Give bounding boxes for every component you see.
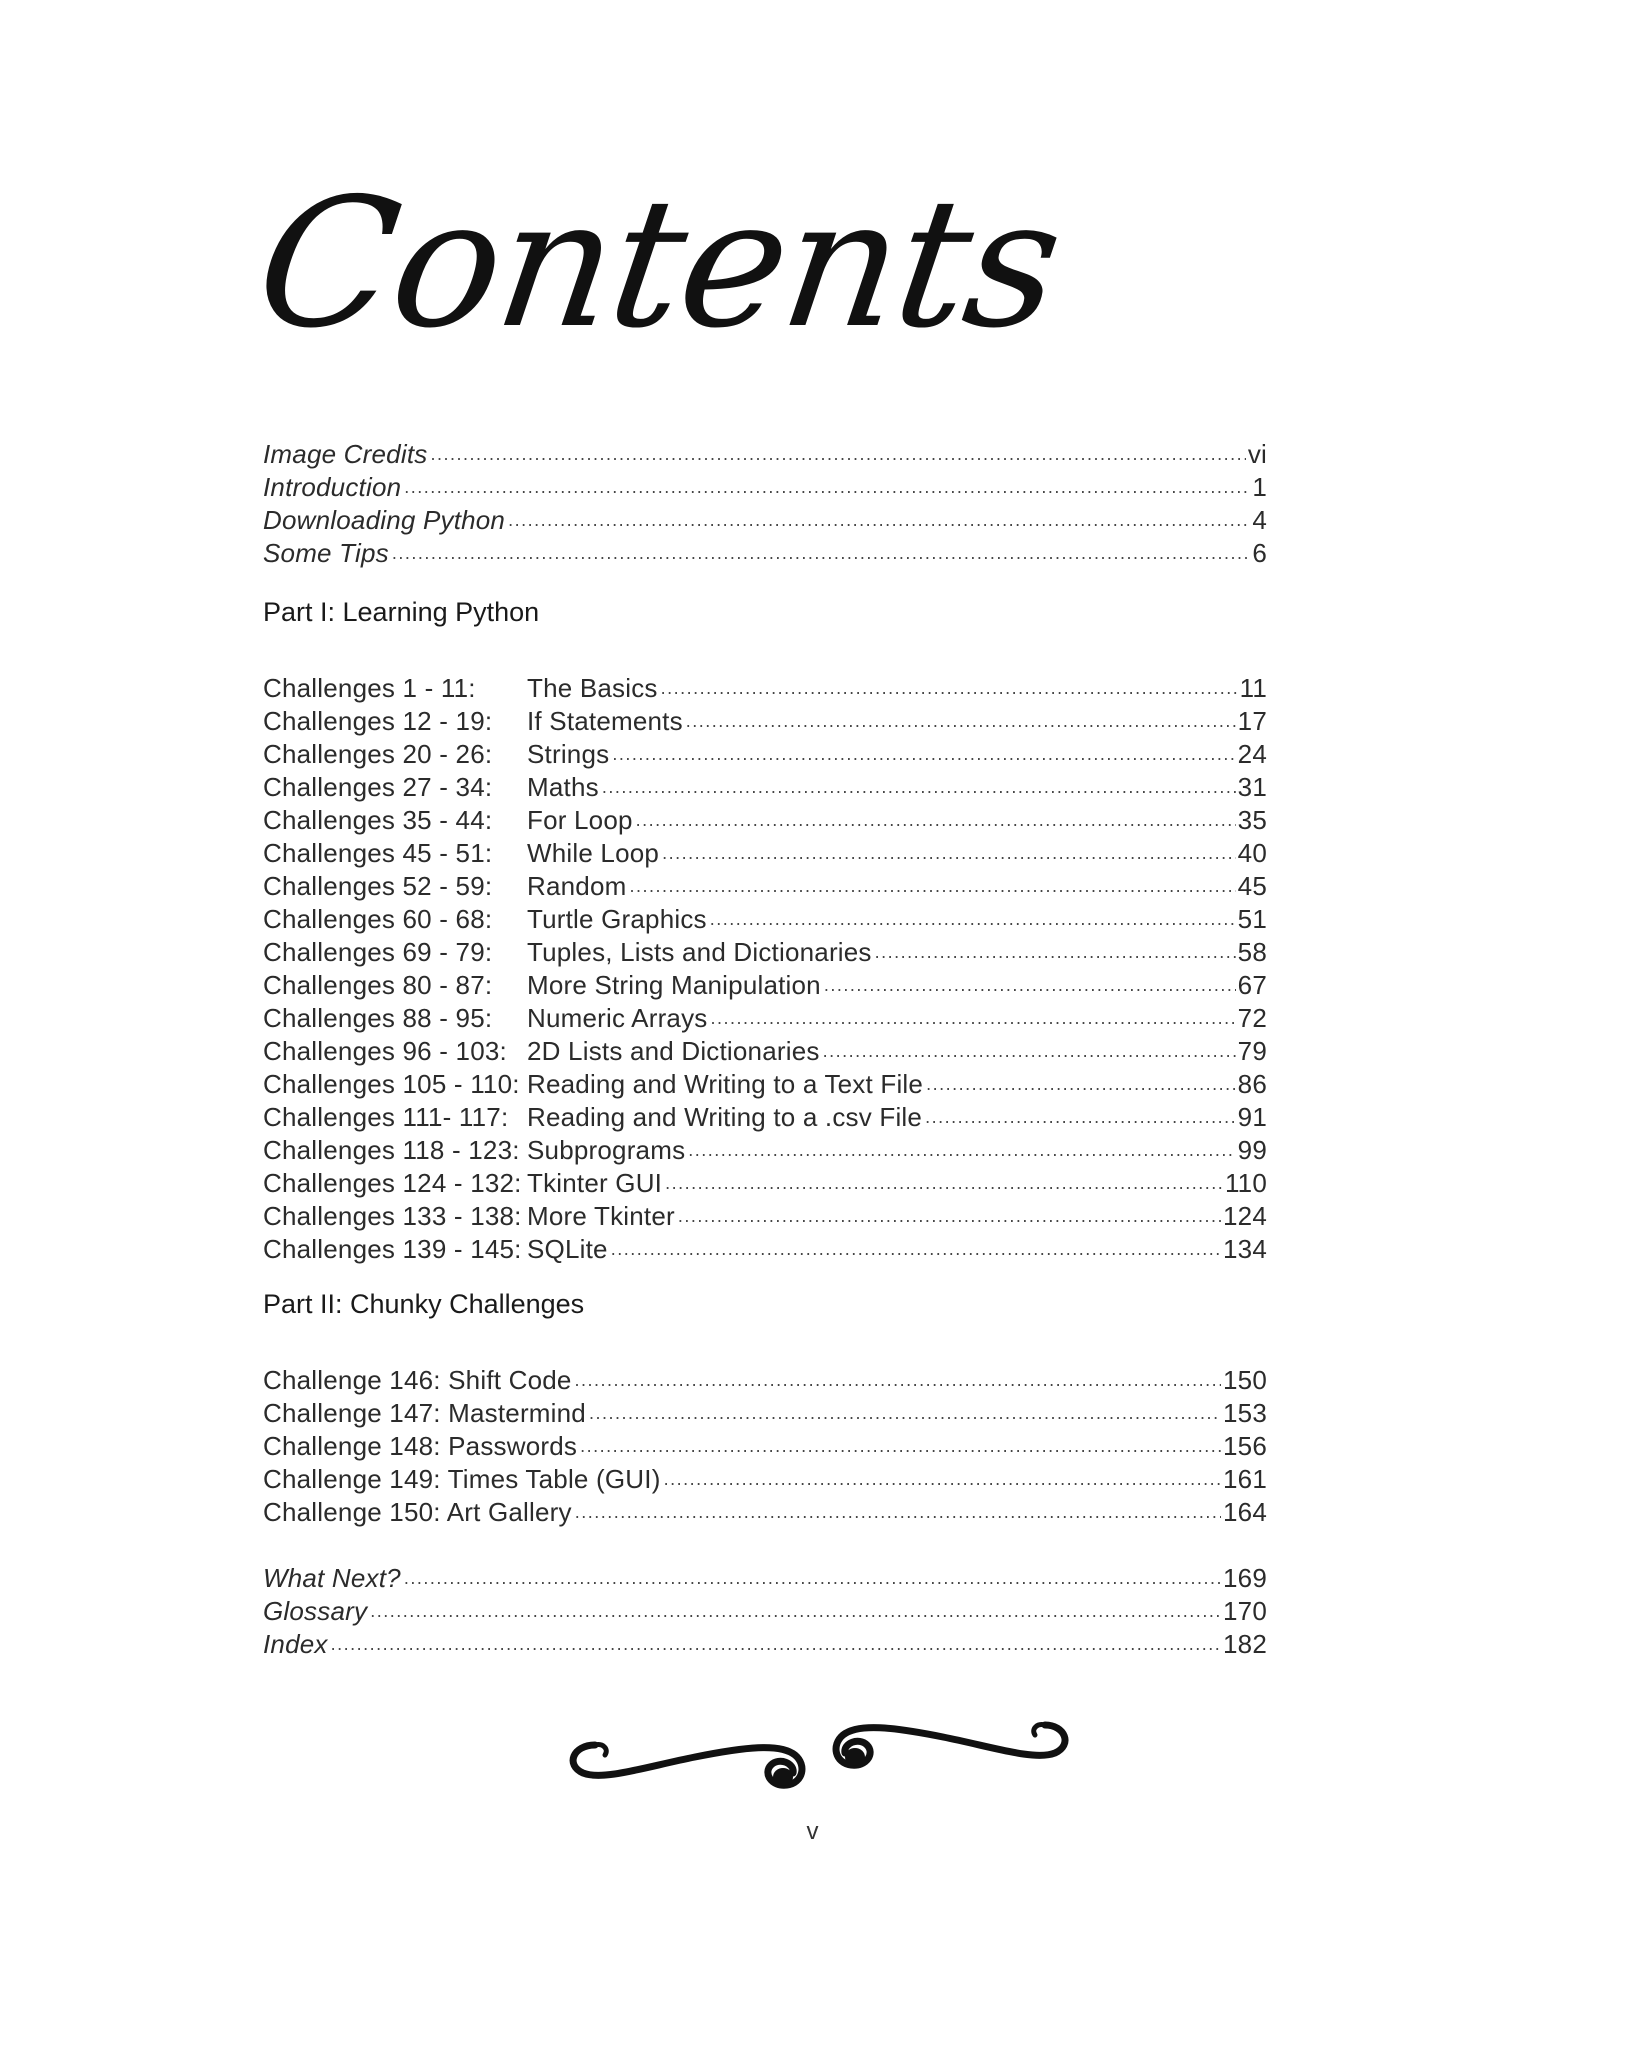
dot-leader <box>508 496 1250 529</box>
dot-leader <box>686 697 1236 730</box>
toc-row-downloading-python[interactable] <box>263 496 1267 535</box>
dot-leader <box>823 1027 1236 1060</box>
page-number-folio: v <box>806 1818 819 1845</box>
toc-label: What Next? <box>263 1563 401 1593</box>
dot-leader <box>612 730 1235 763</box>
dot-leader <box>430 430 1245 463</box>
toc-label: Introduction <box>263 472 402 502</box>
toc-row[interactable] <box>263 1356 1267 1395</box>
part-2-heading: Part II: Chunky Challenges <box>263 1289 585 1319</box>
toc-page-number: 156 <box>1223 1431 1267 1461</box>
toc-label: Subprograms <box>527 1135 686 1165</box>
dot-leader <box>629 862 1235 895</box>
toc-label: Maths <box>527 772 599 802</box>
challenge-range: Challenges 20 - 26: <box>263 739 493 769</box>
dot-leader <box>575 1356 1221 1389</box>
toc-label: Tkinter GUI <box>527 1168 663 1198</box>
dot-leader <box>331 1620 1221 1653</box>
challenge-range: Challenges 12 - 19: <box>263 706 493 736</box>
dot-leader <box>661 664 1238 697</box>
toc-page-number: 40 <box>1237 838 1267 868</box>
dot-leader <box>392 529 1250 562</box>
dot-leader <box>636 796 1236 829</box>
dot-leader <box>580 1422 1221 1455</box>
toc-label: Turtle Graphics <box>527 904 707 934</box>
dot-leader <box>370 1587 1221 1620</box>
toc-label: Challenge 150: Art Gallery <box>263 1497 572 1527</box>
toc-row-introduction[interactable] <box>263 463 1267 502</box>
toc-page-number: 72 <box>1237 1003 1267 1033</box>
dot-leader <box>926 1060 1236 1093</box>
toc-page-number: 170 <box>1223 1596 1267 1626</box>
toc-label: Challenge 149: Times Table (GUI) <box>263 1464 661 1494</box>
page-title: Contents <box>246 160 1072 367</box>
toc-label: 2D Lists and Dictionaries <box>527 1036 820 1066</box>
challenge-range: Challenges 111- 117: <box>263 1102 509 1132</box>
toc-label: Random <box>527 871 627 901</box>
toc-label: Reading and Writing to a Text File <box>527 1069 924 1099</box>
challenge-range: Challenges 118 - 123: <box>263 1135 520 1165</box>
toc-label: SQLite <box>527 1234 608 1264</box>
toc-page-number: 86 <box>1237 1069 1267 1099</box>
toc-page-number: 35 <box>1237 805 1267 835</box>
toc-label: Reading and Writing to a .csv File <box>527 1102 923 1132</box>
toc-label: Index <box>263 1629 328 1659</box>
toc-page-number: 153 <box>1223 1398 1267 1428</box>
challenge-range: Challenges 80 - 87: <box>263 970 493 1000</box>
toc-page-number: 161 <box>1223 1464 1267 1494</box>
toc-row[interactable] <box>263 664 1267 703</box>
challenge-range: Challenges 124 - 132: <box>263 1168 522 1198</box>
toc-page-number: 134 <box>1223 1234 1267 1264</box>
toc-page-number: 4 <box>1252 505 1267 535</box>
dot-leader <box>602 763 1236 796</box>
toc-label: For Loop <box>527 805 633 835</box>
toc-page-number: 45 <box>1237 871 1267 901</box>
toc-page-number: 1 <box>1252 472 1267 502</box>
toc-page-number: 17 <box>1237 706 1267 736</box>
dot-leader <box>711 994 1236 1027</box>
challenge-range: Challenges 69 - 79: <box>263 937 493 967</box>
toc-label: Strings <box>527 739 610 769</box>
toc-page-number: 6 <box>1252 538 1267 568</box>
challenge-range: Challenges 139 - 145: <box>263 1234 522 1264</box>
part-1-heading: Part I: Learning Python <box>263 597 540 627</box>
dot-leader <box>611 1225 1221 1258</box>
flourish-ornament-icon <box>555 1715 1085 1805</box>
toc-label: If Statements <box>527 706 683 736</box>
toc-label: More Tkinter <box>527 1201 675 1231</box>
challenge-range: Challenges 27 - 34: <box>263 772 493 802</box>
dot-leader <box>678 1192 1221 1225</box>
toc-label: Glossary <box>263 1596 368 1626</box>
toc-label: Numeric Arrays <box>527 1003 708 1033</box>
toc-page-number: 58 <box>1237 937 1267 967</box>
part-2-list <box>263 1356 1267 1527</box>
toc-row-index[interactable] <box>263 1620 1267 1659</box>
toc-page-number: 24 <box>1237 739 1267 769</box>
back-matter-list <box>263 1554 1267 1659</box>
toc-page-number: 67 <box>1237 970 1267 1000</box>
toc-page-number: 31 <box>1237 772 1267 802</box>
toc-label: Tuples, Lists and Dictionaries <box>527 937 872 967</box>
challenge-range: Challenges 105 - 110: <box>263 1069 520 1099</box>
dot-leader <box>824 961 1236 994</box>
toc-row-glossary[interactable] <box>263 1587 1267 1626</box>
toc-label: Challenge 147: Mastermind <box>263 1398 586 1428</box>
toc-page-number: 11 <box>1239 673 1267 703</box>
dot-leader <box>665 1159 1223 1192</box>
challenge-range: Challenges 96 - 103: <box>263 1036 507 1066</box>
toc-page-number: 124 <box>1223 1201 1267 1231</box>
challenge-range: Challenges 52 - 59: <box>263 871 493 901</box>
toc-page-number: 51 <box>1237 904 1267 934</box>
toc-label: More String Manipulation <box>527 970 821 1000</box>
toc-label: Image Credits <box>263 439 428 469</box>
toc-row-some-tips[interactable] <box>263 529 1267 568</box>
toc-page-number: 169 <box>1223 1563 1267 1593</box>
toc-page-number: vi <box>1247 439 1267 469</box>
toc-label: The Basics <box>527 673 658 703</box>
dot-leader <box>404 463 1250 496</box>
challenge-range: Challenges 133 - 138: <box>263 1201 522 1231</box>
toc-page-number: 99 <box>1237 1135 1267 1165</box>
toc-label: Challenge 146: Shift Code <box>263 1365 572 1395</box>
toc-page-number: 150 <box>1223 1365 1267 1395</box>
challenge-range: Challenges 45 - 51: <box>263 838 493 868</box>
dot-leader <box>664 1455 1221 1488</box>
toc-row-image-credits[interactable] <box>263 430 1267 469</box>
dot-leader <box>688 1126 1235 1159</box>
toc-label: Challenge 148: Passwords <box>263 1431 578 1461</box>
dot-leader <box>404 1554 1221 1587</box>
challenge-range: Challenges 35 - 44: <box>263 805 493 835</box>
challenge-range: Challenges 1 - 11: <box>263 673 476 703</box>
dot-leader <box>662 829 1236 862</box>
dot-leader <box>710 895 1236 928</box>
toc-row-what-next[interactable] <box>263 1554 1267 1593</box>
toc-label: Downloading Python <box>263 505 506 535</box>
toc-page-number: 182 <box>1223 1629 1267 1659</box>
toc-label: Some Tips <box>263 538 389 568</box>
toc-page-number: 110 <box>1224 1168 1267 1198</box>
dot-leader <box>589 1389 1221 1422</box>
front-matter-list <box>263 430 1267 568</box>
toc-page-number: 91 <box>1237 1102 1267 1132</box>
part-1-list <box>263 664 1267 1264</box>
toc-page-number: 79 <box>1237 1036 1267 1066</box>
dot-leader <box>875 928 1236 961</box>
dot-leader <box>925 1093 1236 1126</box>
toc-label: While Loop <box>527 838 660 868</box>
dot-leader <box>575 1488 1221 1521</box>
toc-page-number: 164 <box>1223 1497 1267 1527</box>
challenge-range: Challenges 60 - 68: <box>263 904 493 934</box>
challenge-range: Challenges 88 - 95: <box>263 1003 493 1033</box>
